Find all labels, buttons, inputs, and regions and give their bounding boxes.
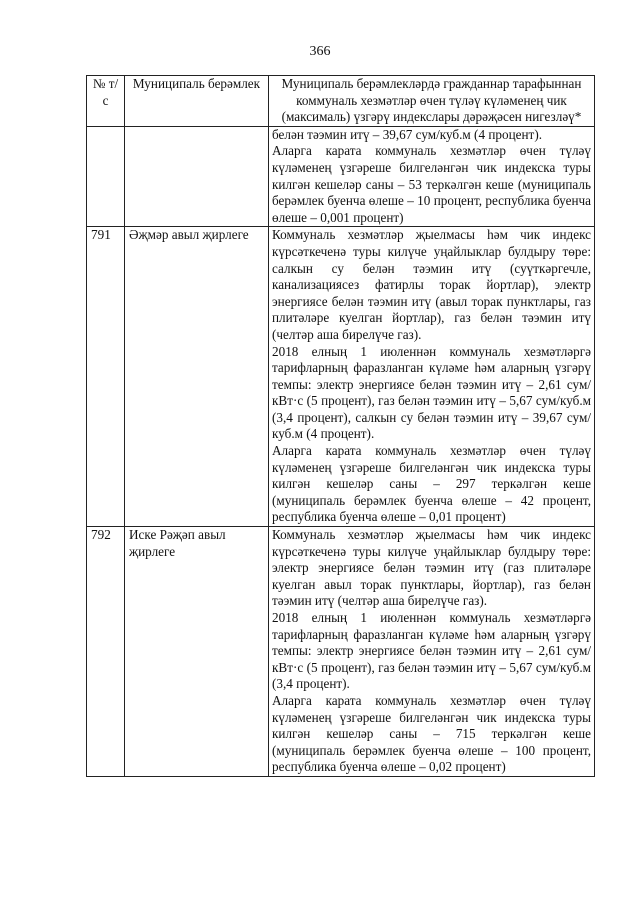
row-num: 792 bbox=[87, 527, 125, 777]
table-row bbox=[87, 126, 595, 227]
paragraph: Аларга карата коммуналь хезмәтләр өчен түләү күләменең үзгәреше билгеләнгән чик индекска туры килгән кешеләр саны – 715 теркәлгән кеше (муниципаль берәмлек буенча өлеше – 100 процент, республика буенча өлеше – 0,02 процент) bbox=[272, 692, 591, 775]
row-basis bbox=[269, 126, 595, 227]
paragraph: 2018 елның 1 июленнән коммуналь хезмәтләргә тарифларның фаразланган күләме һәм аларның үзгәрү темпы: электр энергиясе белән тәэмин итү – 2,61 сум/кВт·с (5 процент), газ белән тәэмин итү – 5,67 сум/куб.м (3,4 процент). bbox=[272, 610, 591, 692]
paragraph: Коммуналь хезмәтләр җыелмасы һәм чик индекс күрсәткеченә туры килүче уңайлыклар булдыру төре: электр энергиясе белән тәэмин итү (газ плитәләре куелган авыл торак пунктлары, йортлар), газ белән тәэмин итү (челтәр аша бирелүче газ). bbox=[272, 527, 591, 609]
tariff-table bbox=[86, 75, 595, 777]
table-row bbox=[87, 527, 595, 777]
page-number: 366 bbox=[309, 44, 331, 59]
paragraph: белән тәэмин итү – 39,67 сум/куб.м (4 процент). bbox=[272, 126, 543, 142]
row-municipality: Иске Рәҗәп авыл җирлеге bbox=[125, 527, 269, 777]
header-basis: Муниципаль берәмлекләрдә гражданнар тарафыннан коммуналь хезмәтләр өчен түләү күләменең чик (максималь) үзгәрү индекслары дәрәҗәсен нигезләү* bbox=[269, 76, 595, 127]
row-num bbox=[87, 126, 125, 227]
row-basis bbox=[269, 527, 595, 777]
row-municipality: Әҗмәр авыл җирлеге bbox=[125, 227, 269, 527]
row-num: 791 bbox=[87, 227, 125, 527]
header-num: № т/с bbox=[87, 76, 125, 127]
paragraph: Аларга карата коммуналь хезмәтләр өчен түләү күләменең үзгәреше билгеләнгән чик индекска туры килгән кешеләр саны – 53 теркәлгән кеше (муниципаль берәмлек буенча өлеше – 10 процент, республика буенча өлеше – 0,001 процент) bbox=[272, 143, 591, 225]
table-row bbox=[87, 227, 595, 527]
row-basis bbox=[269, 227, 595, 527]
paragraph: 2018 елның 1 июленнән коммуналь хезмәтләргә тарифларның фаразланган күләме һәм аларның үзгәрү темпы: электр энергиясе белән тәэмин итү – 2,61 сум/кВт·с (5 процент), газ белән тәэмин итү – 5,67 сум/куб.м (3,4 процент), салкын су белән тәэмин итү – 39,67 сум/куб.м (4 процент). bbox=[272, 343, 591, 442]
row-municipality bbox=[125, 126, 269, 227]
paragraph: Аларга карата коммуналь хезмәтләр өчен түләү күләменең үзгәреше билгеләнгән чик индекска туры килгән кешеләр саны – 297 теркәлгән кеше (муниципаль берәмлек буенча өлеше – 42 процент, республика буенча өлеше – 0,01 процент) bbox=[272, 443, 591, 525]
header-municipality: Муниципаль берәмлек bbox=[125, 76, 269, 127]
paragraph: Коммуналь хезмәтләр җыелмасы һәм чик индекс күрсәткеченә туры килүче уңайлыклар булдыру төре: салкын су белән тәэмин итү (суүткәргечле, канализациясез фатирлы торак йортлар), электр энергиясе белән тәэмин итү (авыл торак пунктлары, газ плитәләре куелган йортлар), газ белән тәэмин итү (челтәр аша бирелүче газ). bbox=[272, 227, 591, 342]
table-header-row bbox=[87, 76, 595, 127]
